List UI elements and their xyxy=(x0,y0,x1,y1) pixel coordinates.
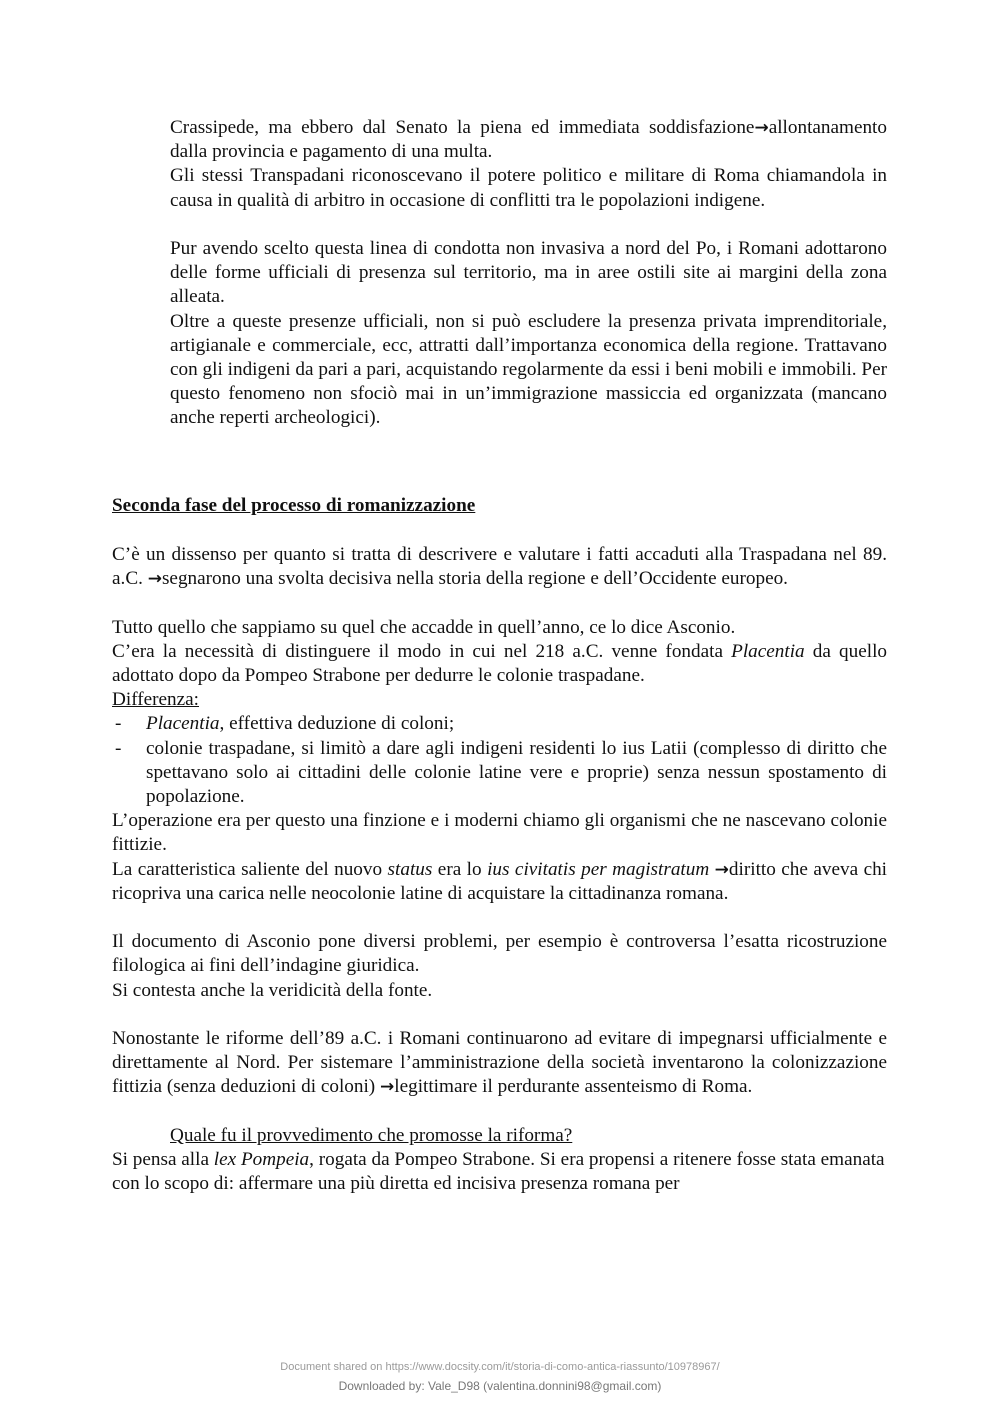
paragraph-text: da quello adottato dopo da Pompeo Strabone per dedurre le colonie traspadane. xyxy=(112,640,887,686)
main-body-block xyxy=(112,543,887,1196)
paragraph-text: era lo xyxy=(432,858,488,880)
section-heading: Seconda fase del processo di romanizzazione xyxy=(112,495,476,516)
question-heading xyxy=(112,1124,887,1148)
arrow-icon: → xyxy=(380,1077,395,1098)
paragraph-text: Si pensa alla xyxy=(112,1149,214,1171)
italic-term: status xyxy=(387,858,433,880)
paragraph-lex-pompeia xyxy=(112,1148,887,1196)
paragraph-spacer xyxy=(170,213,887,237)
italic-term: ius civitatis per magistratum xyxy=(487,858,710,880)
paragraph-caratteristica xyxy=(112,858,887,906)
arrow-icon: → xyxy=(714,859,729,880)
difference-list xyxy=(112,712,887,809)
list-item-text: , effettiva deduzione di coloni; xyxy=(219,713,455,735)
paragraph-spacer xyxy=(112,906,887,930)
indented-intro-block xyxy=(170,116,887,431)
paragraph-finzione: L’operazione era per questo una finzione e i moderni chiamo gli organismi che ne nascevano colonie fittizie. xyxy=(112,810,887,856)
paragraph-spacer xyxy=(112,1003,887,1027)
arrow-icon: → xyxy=(754,118,769,138)
paragraph-asconio: Tutto quello che sappiamo su quel che accadde in quell’anno, ce lo dice Asconio. xyxy=(112,616,736,638)
dash-bullet: - xyxy=(115,737,122,759)
difference-label: Differenza: xyxy=(112,689,199,711)
paragraph-text: C’era la necessità di distinguere il modo in cui nel 218 a.C. venne fondata xyxy=(112,640,732,662)
dash-bullet: - xyxy=(115,713,122,735)
paragraph-text: legittimare il perdurante assenteismo di Roma. xyxy=(394,1076,753,1098)
question-text: Quale fu il provvedimento che promosse la riforma? xyxy=(170,1124,573,1146)
paragraph-nonostante xyxy=(112,1027,887,1100)
paragraph-linea-condotta: Pur avendo scelto questa linea di condotta non invasiva a nord del Po, i Romani adottarono delle forme ufficiali di presenza sul territorio, ma in aree ostili site ai margini della zona alleata. xyxy=(170,238,887,308)
italic-term: lex Pompeia xyxy=(213,1149,310,1171)
paragraph-transpadani: Gli stessi Transpadani riconoscevano il potere politico e militare di Roma chiamandola in causa in qualità di arbitro in occasione di conflitti tra le popolazioni indigene. xyxy=(170,165,887,211)
paragraph-spacer xyxy=(112,1100,887,1124)
paragraph-text: allontanamento dalla provincia e pagamento di una multa. xyxy=(170,117,887,163)
paragraph-dissenso xyxy=(112,543,887,591)
paragraph-presenze-ufficiali: Oltre a queste presenze ufficiali, non si può escludere la presenza privata imprenditoriale, artigianale e commerciale, ecc, attratti dall’importanza economica della regione. Trattavano con gli indigeni da pari a pari, acquistando regolarmente da essi i beni mobili e immobili. Per questo fenomeno non sfociò mai in un’immigrazione massiccia ed organizzata (mancano anche reperti archeologici). xyxy=(170,310,887,429)
paragraph-text: Nonostante le riforme dell’89 a.C. i Romani continuarono ad evitare di impegnarsi ufficialmente e direttamente al Nord. Per sistemare l’amministrazione della società inventarono la colonizzazione fittizia (senza deduzioni di coloni) xyxy=(112,1028,887,1098)
list-item xyxy=(112,712,887,736)
paragraph-soddisfazione xyxy=(170,116,887,164)
paragraph-veridicita: Si contesta anche la veridicità della fonte. xyxy=(112,979,433,1001)
paragraph-spacer xyxy=(112,591,887,615)
arrow-icon: → xyxy=(147,569,162,590)
paragraph-text: segnarono una svolta decisiva nella storia della regione e dell’Occidente europeo. xyxy=(161,568,788,590)
paragraph-text: Crassipede, ma ebbero dal Senato la piena ed immediata soddisfazione xyxy=(170,117,755,138)
paragraph-placentia xyxy=(112,640,887,688)
paragraph-documento-asconio: Il documento di Asconio pone diversi problemi, per esempio è controversa l’esatta ricostruzione filologica ai fini dell’indagine giuridica. xyxy=(112,931,887,977)
list-item xyxy=(112,737,887,810)
paragraph-text: diritto che aveva chi ricopriva una carica nelle neocolonie latine di acquistare la cittadinanza romana. xyxy=(112,858,888,904)
footer-downloaded-by: Downloaded by: Vale_D98 (valentina.donnini98@gmail.com) xyxy=(338,1379,662,1393)
list-item-text: colonie traspadane, si limitò a dare agli indigeni residenti lo ius Latii (complesso di diritto che spettavano solo ai cittadini delle colonie latine vere e proprie) senza nessun spostamento di popolazione. xyxy=(146,737,887,808)
italic-term: Placentia xyxy=(146,713,220,735)
paragraph-text: La caratteristica saliente del nuovo xyxy=(112,858,388,880)
paragraph-text: C’è un dissenso per quanto si tratta di descrivere e valutare i fatti accaduti alla Traspadana nel 89. a.C. xyxy=(112,544,887,590)
paragraph-text: , rogata da Pompeo Strabone. Si era propensi a ritenere fosse stata emanata con lo scopo di: affermare una più diretta ed incisiva presenza romana per xyxy=(112,1149,885,1195)
footer-shared-link[interactable]: Document shared on https://www.docsity.com/it/storia-di-como-antica-riassunto/10978967/ xyxy=(280,1361,720,1373)
italic-term: Placentia xyxy=(731,640,805,662)
